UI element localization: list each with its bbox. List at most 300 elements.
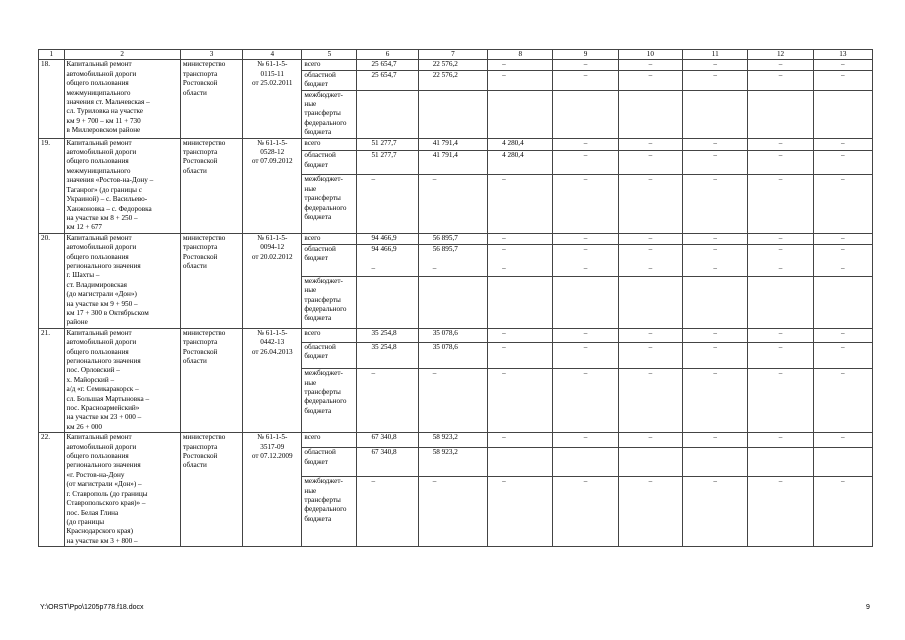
value-text: –	[502, 477, 506, 486]
value-text: –	[778, 175, 783, 184]
value-text: 4 280,4	[502, 151, 524, 160]
value-cell-col10	[618, 328, 682, 342]
value-text: 35 254,8	[371, 342, 397, 351]
expertise-doc-text: № 61-1-5- 0094-12 от 20.02.2012	[251, 233, 293, 261]
object-name-text: Капитальный ремонт автомобильной дороги общего пользования регионального значения г. Шахты – ст. Владимировская (до магистрали «Дон») на участке км 9 + 950 – км 17 + 300 в Октябрьском районе	[66, 233, 149, 327]
row-number	[39, 60, 65, 138]
value-text: – –	[841, 245, 845, 272]
value-cell-col7	[418, 60, 487, 70]
header-row	[39, 50, 873, 60]
value-cell-col11	[683, 448, 748, 477]
value-cell-col10	[618, 60, 682, 70]
value-cell-col8	[488, 151, 553, 175]
value-text: –	[841, 342, 845, 351]
value-cell-col12	[748, 138, 813, 151]
funding-source-label: межбюджет- ные трансферты федерального бюджета	[304, 175, 347, 221]
row-number	[39, 138, 65, 233]
expertise-doc	[243, 328, 302, 432]
value-cell-col6	[357, 245, 418, 277]
value-cell-col9	[553, 328, 618, 342]
value-cell-col12	[748, 233, 813, 244]
value-text: –	[583, 138, 588, 147]
value-text: 35 078,6	[432, 328, 458, 337]
value-cell-col11	[683, 328, 748, 342]
value-cell-col6	[357, 151, 418, 175]
value-text: –	[841, 233, 845, 242]
value-cell-col9	[553, 433, 618, 448]
agency-text: министерство транспорта Ростовской области	[182, 433, 226, 470]
value-text: –	[502, 342, 506, 351]
value-cell-col9	[553, 448, 618, 477]
value-text: –	[778, 433, 783, 442]
value-text: 67 340,8	[371, 448, 397, 457]
funding-source-label: всего	[304, 138, 321, 147]
value-cell-col7	[418, 245, 487, 277]
value-text: 35 078,6	[432, 342, 458, 351]
value-cell-col8	[488, 477, 553, 547]
value-text: – –	[502, 245, 506, 272]
value-cell-col9	[553, 175, 618, 233]
value-cell-col6	[357, 233, 418, 244]
value-cell-col8	[488, 448, 553, 477]
value-text: 67 340,8	[371, 433, 397, 442]
value-text: –	[778, 151, 783, 160]
funding-source-label: межбюджет- ные трансферты федерального бюджета	[304, 276, 347, 323]
agency	[180, 233, 242, 328]
value-text: 25 654,7	[371, 70, 397, 79]
value-text: –	[583, 175, 588, 184]
value-text: –	[778, 60, 783, 69]
value-cell-col9	[553, 477, 618, 547]
table-row	[39, 328, 873, 342]
value-cell-col7	[418, 328, 487, 342]
value-cell-col13	[813, 328, 872, 342]
column-header: 7	[418, 50, 487, 60]
value-text: –	[841, 138, 845, 147]
value-text: –	[841, 151, 845, 160]
agency	[180, 433, 242, 547]
value-cell-col11	[683, 477, 748, 547]
value-text: –	[713, 342, 717, 351]
value-text: –	[648, 70, 653, 79]
value-text: 94 466,9	[371, 233, 397, 242]
funding-source	[302, 433, 357, 448]
value-cell-col13	[813, 138, 872, 151]
value-cell-col12	[748, 175, 813, 233]
value-text: –	[713, 60, 717, 69]
value-cell-col11	[683, 90, 748, 138]
value-cell-col13	[813, 477, 872, 547]
value-text: –	[583, 433, 588, 442]
agency	[180, 60, 242, 138]
value-cell-col13	[813, 448, 872, 477]
value-cell-col6	[357, 342, 418, 368]
value-cell-col6	[357, 60, 418, 70]
value-cell-col7	[418, 138, 487, 151]
funding-source-label: областной бюджет	[304, 448, 336, 466]
value-text: –	[583, 342, 588, 351]
value-text: –	[583, 328, 588, 337]
value-text: –	[778, 477, 783, 486]
value-cell-col7	[418, 433, 487, 448]
value-text: –	[778, 342, 783, 351]
value-text: –	[841, 70, 845, 79]
value-cell-col6	[357, 138, 418, 151]
value-cell-col12	[748, 245, 813, 277]
value-text: –	[713, 369, 717, 378]
value-text: 22 576,2	[432, 70, 458, 79]
value-text: –	[371, 175, 376, 184]
value-cell-col13	[813, 70, 872, 90]
expertise-doc-text: № 61-1-5- 0442-13 от 26.04.2013	[251, 328, 293, 356]
value-cell-col11	[683, 433, 748, 448]
value-cell-col12	[748, 433, 813, 448]
value-text: –	[778, 328, 783, 337]
value-cell-col8	[488, 245, 553, 277]
value-text: –	[841, 477, 845, 486]
object-name-text: Капитальный ремонт автомобильной дороги общего пользования регионального значения пос. Орловский – х. Майорский – а/д «г. Семикаракорск – сл. Большая Мартыновка – пос. Красноармейский» на участке км 23 + 000 – км 26 + 000	[66, 328, 150, 431]
column-header: 10	[618, 50, 682, 60]
value-cell-col8	[488, 342, 553, 368]
value-text: –	[432, 175, 437, 184]
value-cell-col9	[553, 369, 618, 433]
value-text: –	[778, 70, 783, 79]
expertise-doc	[243, 233, 302, 328]
value-text: –	[502, 433, 506, 442]
value-cell-col7	[418, 276, 487, 328]
value-cell-col9	[553, 151, 618, 175]
funding-source-label: межбюджет- ные трансферты федерального бюджета	[304, 477, 347, 523]
value-text: –	[713, 328, 717, 337]
agency	[180, 328, 242, 432]
column-header: 6	[357, 50, 418, 60]
value-cell-col13	[813, 233, 872, 244]
value-text: –	[841, 433, 845, 442]
value-cell-col7	[418, 175, 487, 233]
value-cell-col7	[418, 151, 487, 175]
value-cell-col7	[418, 233, 487, 244]
value-text: –	[648, 477, 653, 486]
funding-source	[302, 233, 357, 244]
value-text: –	[778, 233, 783, 242]
funding-source-label: всего	[304, 433, 321, 442]
table-row	[39, 138, 873, 151]
value-cell-col11	[683, 233, 748, 244]
agency-text: министерство транспорта Ростовской области	[182, 138, 226, 175]
value-text: 94 466,9 –	[371, 245, 397, 272]
value-text: –	[583, 233, 588, 242]
value-text: –	[583, 70, 588, 79]
expertise-doc	[243, 138, 302, 233]
column-header: 13	[813, 50, 872, 60]
value-text: –	[648, 369, 653, 378]
value-text: –	[371, 369, 376, 378]
row-number	[39, 328, 65, 432]
table-row	[39, 233, 873, 244]
value-cell-col10	[618, 175, 682, 233]
value-text: –	[841, 175, 845, 184]
value-text: –	[648, 138, 653, 147]
value-cell-col10	[618, 70, 682, 90]
value-text: –	[841, 328, 845, 337]
value-cell-col10	[618, 245, 682, 277]
value-cell-col10	[618, 90, 682, 138]
value-cell-col11	[683, 60, 748, 70]
row-number-text: 19.	[41, 138, 50, 147]
value-text: –	[502, 328, 506, 337]
value-text: 22 576,2	[432, 60, 458, 69]
object-name-text: Капитальный ремонт автомобильной дороги общего пользования межмуниципального значения ст. Мальчевская – сл. Туриловка на участке км 9 + 700 – км 11 + 730 в Миллеровском районе	[66, 60, 150, 135]
column-header: 2	[64, 50, 180, 60]
object-name	[64, 328, 180, 432]
footer-file-path: Y:\ORST\Ppo\1205p778.f18.docx	[40, 604, 144, 611]
value-cell-col7	[418, 342, 487, 368]
value-text: –	[713, 433, 717, 442]
value-cell-col13	[813, 175, 872, 233]
value-cell-col10	[618, 138, 682, 151]
funding-source	[302, 70, 357, 90]
funding-source	[302, 448, 357, 477]
value-text: 4 280,4	[502, 138, 524, 147]
value-cell-col11	[683, 175, 748, 233]
funding-source-label: межбюджет- ные трансферты федерального бюджета	[304, 90, 347, 137]
value-cell-col12	[748, 276, 813, 328]
funding-source-label: областной бюджет	[304, 70, 336, 89]
funding-source-label: всего	[304, 60, 321, 69]
value-cell-col10	[618, 369, 682, 433]
value-text: 25 654,7	[371, 60, 397, 69]
value-cell-col10	[618, 151, 682, 175]
value-cell-col6	[357, 175, 418, 233]
value-cell-col6	[357, 477, 418, 547]
value-text: –	[648, 60, 653, 69]
agency-text: министерство транспорта Ростовской области	[182, 328, 226, 365]
value-cell-col8	[488, 433, 553, 448]
funding-source-label: всего	[304, 233, 321, 242]
value-cell-col9	[553, 90, 618, 138]
value-cell-col11	[683, 245, 748, 277]
value-text: 51 277,7	[371, 138, 397, 147]
value-cell-col11	[683, 138, 748, 151]
funding-source	[302, 90, 357, 138]
value-text: 58 923,2	[432, 448, 458, 457]
value-text: –	[713, 70, 717, 79]
value-cell-col10	[618, 233, 682, 244]
value-cell-col7	[418, 90, 487, 138]
value-cell-col7	[418, 448, 487, 477]
value-cell-col10	[618, 448, 682, 477]
value-cell-col13	[813, 276, 872, 328]
funding-source	[302, 245, 357, 277]
value-cell-col10	[618, 276, 682, 328]
value-text: – –	[778, 245, 783, 272]
value-cell-col12	[748, 70, 813, 90]
value-text: –	[841, 369, 845, 378]
value-text: –	[432, 369, 437, 378]
value-cell-col7	[418, 369, 487, 433]
object-name-text: Капитальный ремонт автомобильной дороги общего пользования межмуниципального значения «Ростов-на-Дону – Таганрог» (до границы с Украиной) – с. Васильево- Ханжоновка – с. Федоровка на участке км 8 + 250 – км 12 + 677	[66, 138, 154, 232]
value-cell-col13	[813, 369, 872, 433]
value-cell-col13	[813, 151, 872, 175]
value-text: – –	[713, 245, 717, 272]
object-name	[64, 233, 180, 328]
value-cell-col10	[618, 477, 682, 547]
funding-source-label: областной бюджет	[304, 151, 336, 169]
column-header: 4	[243, 50, 302, 60]
value-text: 41 791,4	[432, 151, 458, 160]
value-cell-col6	[357, 328, 418, 342]
table-row	[39, 433, 873, 448]
value-text: –	[713, 233, 717, 242]
value-cell-col6	[357, 448, 418, 477]
value-cell-col13	[813, 342, 872, 368]
column-header: 11	[683, 50, 748, 60]
value-text: –	[432, 477, 437, 486]
value-cell-col12	[748, 369, 813, 433]
value-text: –	[502, 369, 506, 378]
value-text: –	[713, 175, 717, 184]
value-cell-col7	[418, 70, 487, 90]
value-text: 51 277,7	[371, 151, 397, 160]
value-text: –	[502, 60, 506, 69]
value-cell-col12	[748, 90, 813, 138]
value-cell-col6	[357, 433, 418, 448]
value-text: – –	[648, 245, 653, 272]
table-row	[39, 60, 873, 70]
value-text: – –	[583, 245, 588, 272]
object-name	[64, 433, 180, 547]
value-cell-col11	[683, 151, 748, 175]
column-header: 1	[39, 50, 65, 60]
value-cell-col12	[748, 477, 813, 547]
value-cell-col6	[357, 369, 418, 433]
funding-source	[302, 342, 357, 368]
expertise-doc-text: № 61-1-5- 3517-09 от 07.12.2009	[251, 433, 293, 461]
value-cell-col13	[813, 60, 872, 70]
column-header: 3	[180, 50, 242, 60]
value-text: 41 791,4	[432, 138, 458, 147]
value-text: –	[648, 342, 653, 351]
expertise-doc-text: № 61-1-5- 0528-12 от 07.09.2012	[251, 138, 293, 166]
value-cell-col9	[553, 138, 618, 151]
column-header: 5	[302, 50, 357, 60]
value-cell-col6	[357, 70, 418, 90]
row-number-text: 18.	[41, 60, 50, 69]
value-cell-col12	[748, 60, 813, 70]
value-cell-col8	[488, 138, 553, 151]
value-cell-col12	[748, 151, 813, 175]
value-cell-col10	[618, 433, 682, 448]
value-text: –	[583, 151, 588, 160]
funding-source-label: всего	[304, 328, 321, 337]
value-cell-col10	[618, 342, 682, 368]
value-text: –	[778, 138, 783, 147]
funding-source-label: областной бюджет	[304, 342, 336, 361]
agency	[180, 138, 242, 233]
value-cell-col9	[553, 70, 618, 90]
value-text: –	[841, 60, 845, 69]
funding-source	[302, 369, 357, 433]
column-header: 8	[488, 50, 553, 60]
value-cell-col8	[488, 328, 553, 342]
funding-source	[302, 276, 357, 328]
value-text: –	[502, 233, 506, 242]
row-number-text: 22.	[41, 433, 50, 442]
value-text: –	[713, 477, 717, 486]
value-cell-col8	[488, 70, 553, 90]
value-text: –	[648, 175, 653, 184]
expertise-doc	[243, 433, 302, 547]
value-cell-col13	[813, 245, 872, 277]
value-text: 35 254,8	[371, 328, 397, 337]
row-number-text: 20.	[41, 233, 50, 242]
data-table	[38, 49, 873, 547]
value-text: –	[778, 369, 783, 378]
value-cell-col12	[748, 448, 813, 477]
funding-source	[302, 151, 357, 175]
value-text: 56 895,7	[432, 233, 458, 242]
object-name	[64, 60, 180, 138]
value-cell-col9	[553, 60, 618, 70]
value-cell-col8	[488, 276, 553, 328]
object-name-text: Капитальный ремонт автомобильной дороги общего пользования регионального значения «г. Ростов-на-Дону (от магистрали «Дон») – г. Ставрополь (до границы Ставропольского края)» – пос. Белая Глина (до границы Краснодарского края) на участке км 3 + 800 –	[66, 433, 148, 545]
footer-page-number: 9	[866, 604, 870, 611]
value-cell-col11	[683, 70, 748, 90]
value-cell-col11	[683, 369, 748, 433]
value-cell-col11	[683, 276, 748, 328]
value-cell-col12	[748, 328, 813, 342]
value-cell-col12	[748, 342, 813, 368]
funding-source	[302, 477, 357, 547]
column-header: 12	[748, 50, 813, 60]
row-number-text: 21.	[41, 328, 50, 337]
value-text: –	[648, 233, 653, 242]
value-cell-col8	[488, 175, 553, 233]
value-text: –	[648, 151, 653, 160]
value-text: –	[713, 138, 717, 147]
value-cell-col8	[488, 60, 553, 70]
value-text: –	[648, 328, 653, 337]
agency-text: министерство транспорта Ростовской области	[182, 233, 226, 270]
value-cell-col6	[357, 276, 418, 328]
agency-text: министерство транспорта Ростовской области	[182, 60, 226, 97]
funding-source	[302, 328, 357, 342]
value-cell-col9	[553, 245, 618, 277]
value-cell-col13	[813, 90, 872, 138]
value-text: –	[713, 151, 717, 160]
value-cell-col6	[357, 90, 418, 138]
value-text: –	[583, 477, 588, 486]
funding-source-label: межбюджет- ные трансферты федерального бюджета	[304, 369, 347, 415]
row-number	[39, 433, 65, 547]
expertise-doc-text: № 61-1-5- 0115-11 от 25.02.2011	[251, 60, 293, 88]
value-cell-col11	[683, 342, 748, 368]
value-text: –	[583, 369, 588, 378]
value-text: –	[583, 60, 588, 69]
value-text: –	[502, 70, 506, 79]
funding-source-label: областной бюджет	[304, 245, 336, 263]
value-text: –	[371, 477, 376, 486]
value-cell-col8	[488, 369, 553, 433]
value-text: 56 895,7 –	[432, 245, 458, 272]
value-cell-col9	[553, 233, 618, 244]
value-cell-col9	[553, 276, 618, 328]
column-header: 9	[553, 50, 618, 60]
value-cell-col9	[553, 342, 618, 368]
value-cell-col8	[488, 90, 553, 138]
funding-source	[302, 60, 357, 70]
value-text: –	[648, 433, 653, 442]
